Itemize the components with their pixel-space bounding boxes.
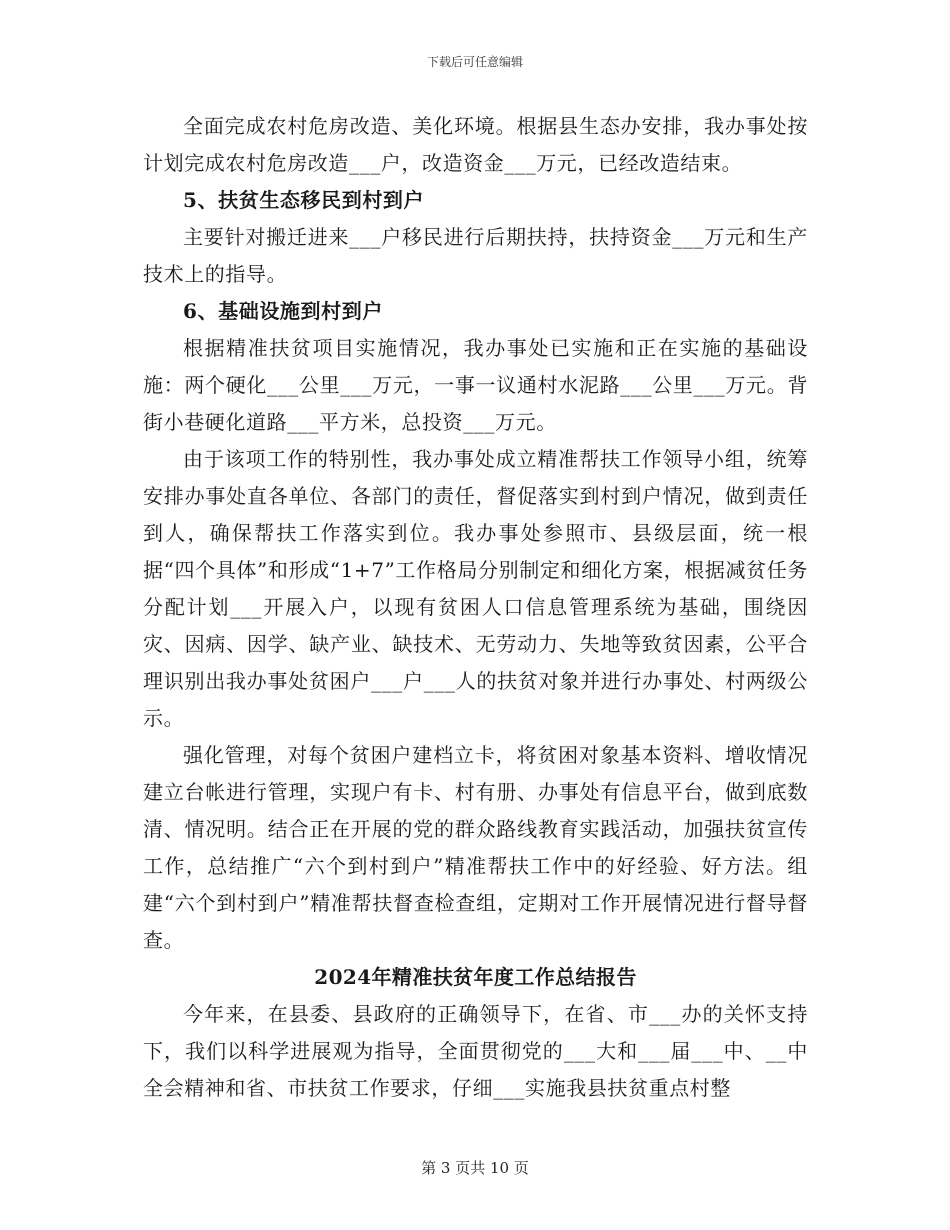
paragraph-infrastructure: 根据精准扶贫项目实施情况，我办事处已实施和正在实施的基础设施：两个硬化___公里___万元，一事一议通村水泥路___公里___万元。背街小巷硬化道路___平方米，总投资___万元。 (143, 336, 808, 434)
report-title: 2024年精准扶贫年度工作总结报告 (314, 965, 637, 989)
page-footer: 第 3 页共 10 页 (421, 1159, 529, 1177)
paragraph-report-intro: 今年来，在县委、县政府的正确领导下，在省、市___办的关怀支持下，我们以科学进展观为指导，全面贯彻党的___大和___届___中、__中全会精神和省、市扶贫工作要求，仔细___实施我县扶贫重点村整 (143, 1002, 808, 1100)
paragraph-leadership: 由于该项工作的特别性，我办事处成立精准帮扶工作领导小组，统筹安排办事处直各单位、各部门的责任，督促落实到村到户情况，做到责任到人，确保帮扶工作落实到位。我办事处参照市、县级层面，统一根据“四个具体”和形成“1+7”工作格局分别制定和细化方案，根据减贫任务分配计划___开展入户，以现有贫困人口信息管理系统为基础，围绕因灾、因病、因学、缺产业、缺技术、无劳动力、失地等致贫因素，公平合理识别出我办事处贫困户___户___人的扶贫对象并进行办事处、村两级公示。 (143, 447, 808, 730)
paragraph-relocation: 主要针对搬迁进来___户移民进行后期扶持，扶持资金___万元和生产技术上的指导。 (143, 225, 808, 286)
page-header: 下载后可任意编辑 (426, 55, 523, 69)
section-heading-relocation: 5、扶贫生态移民到村到户 (183, 188, 425, 212)
paragraph-management: 强化管理，对每个贫困户建档立卡，将贫困对象基本资料、增收情况建立台帐进行管理，实现户有卡、村有册、办事处有信息平台，做到底数清、情况明。结合正在开展的党的群众路线教育实践活动，加强扶贫宣传工作，总结推广“六个到村到户”精准帮扶工作中的好经验、好方法。组建“六个到村到户”精准帮扶督查检查组，定期对工作开展情况进行督导督查。 (143, 743, 808, 952)
section-heading-infrastructure: 6、基础设施到村到户 (183, 299, 383, 323)
document-body (143, 108, 808, 1107)
paragraph-housing-renovation: 全面完成农村危房改造、美化环境。根据县生态办安排，我办事处按计划完成农村危房改造___户，改造资金___万元，已经改造结束。 (143, 114, 808, 175)
